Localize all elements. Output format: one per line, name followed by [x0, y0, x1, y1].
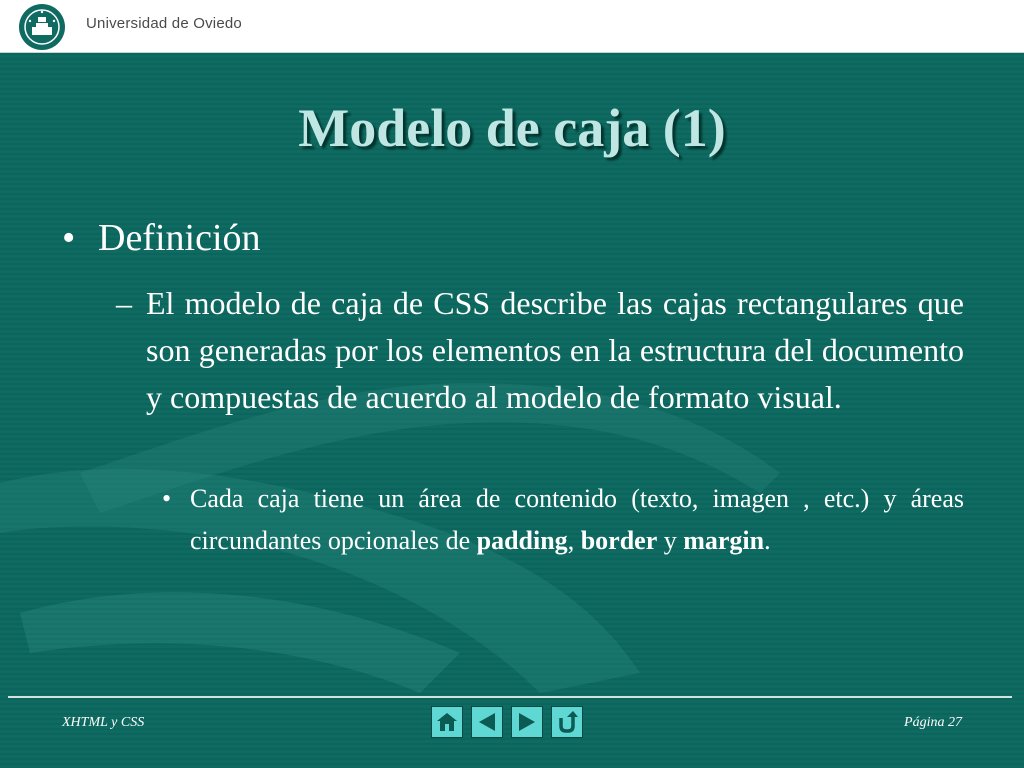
term-padding: padding [476, 526, 568, 555]
bullet-icon: • [62, 217, 76, 259]
page-label: Página [904, 715, 945, 730]
return-icon [555, 710, 579, 734]
text-segment: y [657, 526, 684, 555]
previous-icon [475, 710, 499, 734]
dash-icon: – [116, 285, 132, 321]
return-button[interactable] [551, 706, 583, 738]
bullet-text [190, 478, 964, 562]
next-icon [515, 710, 539, 734]
next-button[interactable] [511, 706, 543, 738]
bullet-level-1 [62, 216, 261, 260]
bullet-level-3 [162, 478, 964, 562]
navigation-buttons [431, 706, 583, 738]
home-icon [435, 711, 459, 733]
slide [0, 53, 1024, 768]
university-logo [18, 3, 66, 51]
bullet-text: Definición [98, 217, 261, 259]
page-number: 27 [948, 715, 962, 730]
course-title: XHTML y CSS [62, 715, 145, 730]
bullet-level-2 [116, 280, 964, 421]
home-button[interactable] [431, 706, 463, 738]
footer-divider [8, 696, 1012, 698]
term-margin: margin [683, 526, 765, 555]
header-bar [0, 0, 1024, 53]
slide-title: Modelo de caja (1) [298, 98, 726, 158]
term-border: border [580, 526, 658, 555]
previous-button[interactable] [471, 706, 503, 738]
page-indicator [904, 715, 962, 731]
university-name: Universidad de Oviedo [86, 15, 242, 32]
text-segment: , [567, 526, 581, 555]
text-segment: Cada caja tiene un área de contenido (texto, imagen , etc.) y áreas circundantes opcionales de [190, 484, 964, 555]
bullet-text: El modelo de caja de CSS describe las cajas rectangulares que son generadas por los elementos en la estructura del documento y compuestas de acuerdo al modelo de formato visual. [146, 285, 964, 415]
bullet-icon: • [162, 484, 172, 513]
text-segment: . [764, 526, 771, 555]
